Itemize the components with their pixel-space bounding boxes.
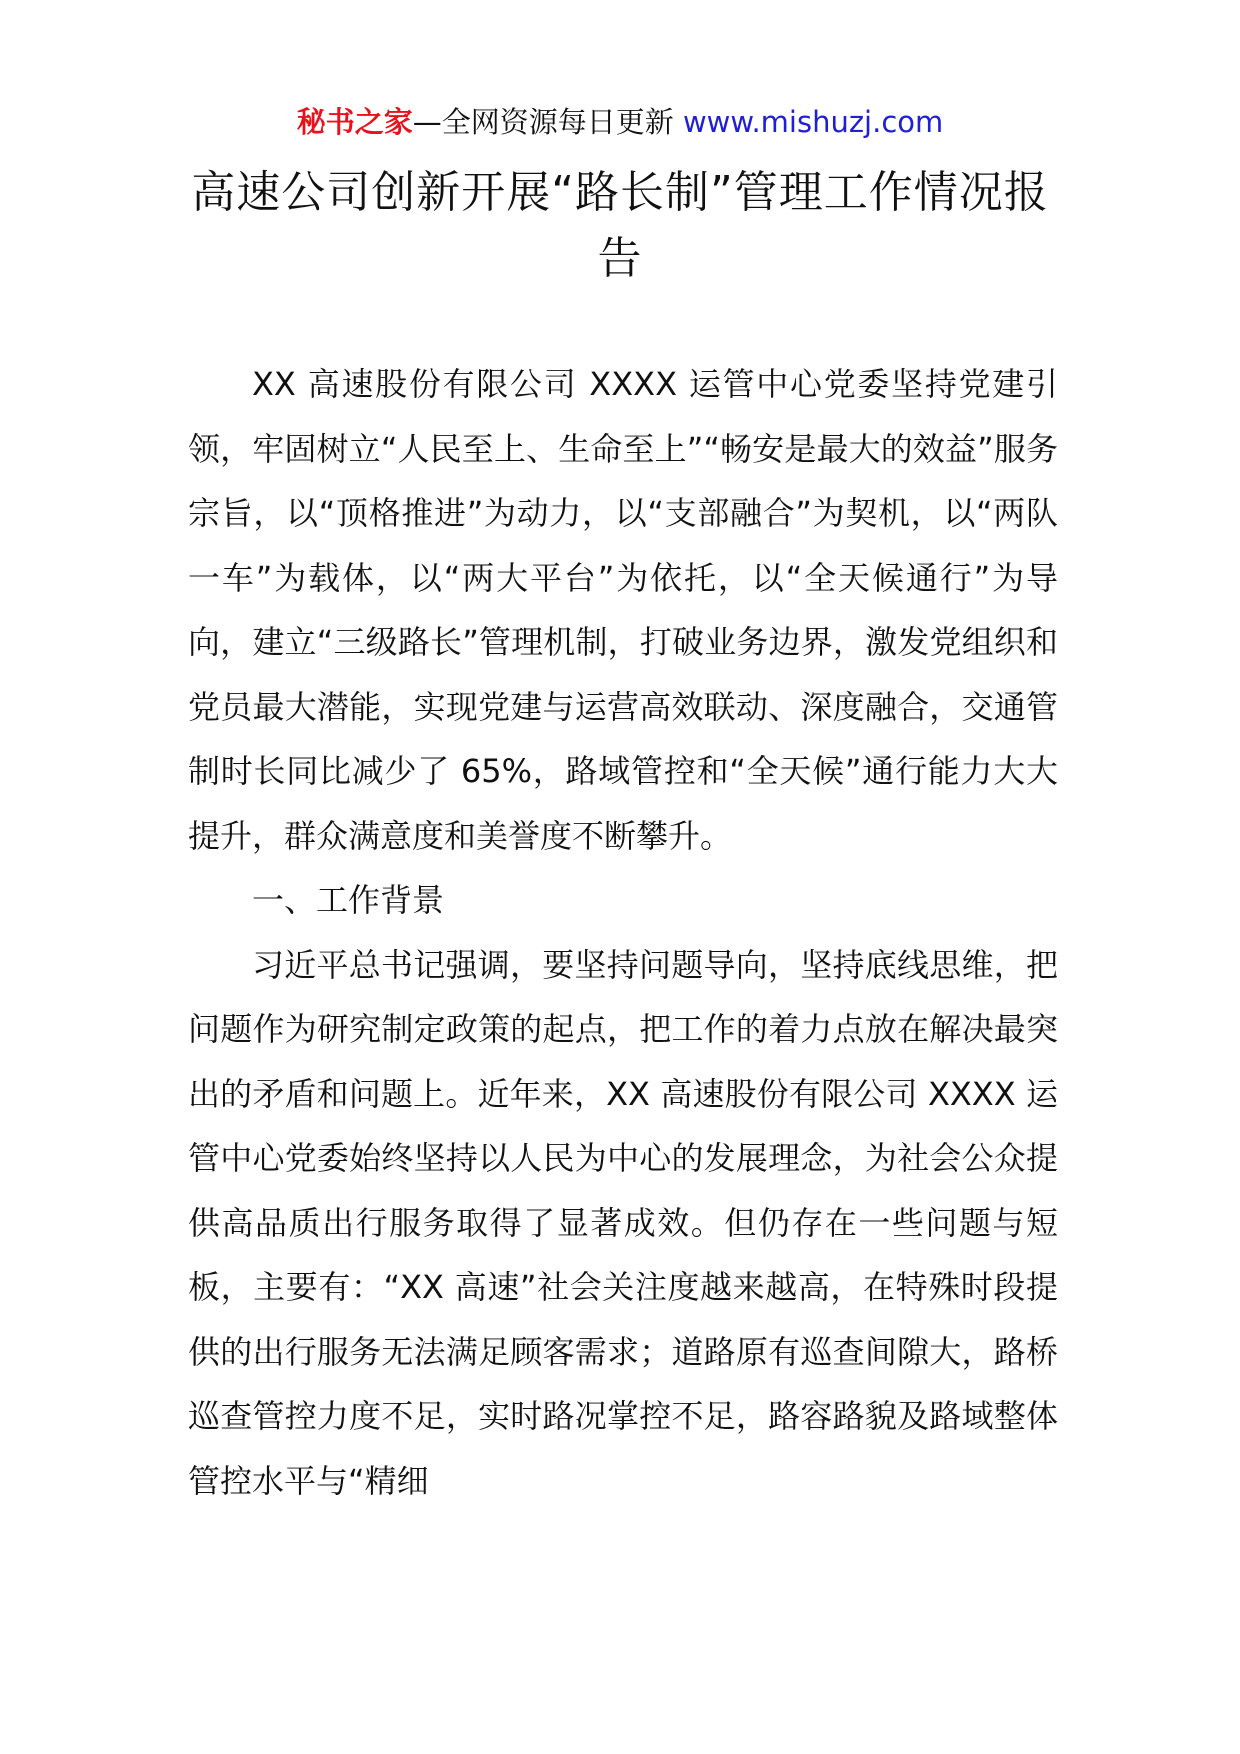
document-body bbox=[188, 352, 1058, 1513]
site-slogan: —全网资源每日更新 bbox=[412, 105, 674, 139]
document-title: 高速公司创新开展“路长制”管理工作情况报告 bbox=[191, 167, 1049, 284]
site-brand: 秘书之家 bbox=[296, 105, 413, 139]
section-paragraph: 习近平总书记强调，要坚持问题导向，坚持底线思维，把问题作为研究制定政策的起点，把工作的着力点放在解决最突出的矛盾和问题上。近年来，XX 高速股份有限公司 XXXX 运管中心党委始终坚持以人民为中心的发展理念，为社会公众提供高品质出行服务取得了显著成效。但仍存在一些问题与短板，主要有：“XX 高速”社会关注度越来越高，在特殊时段提供的出行服务无法满足顾客需求；道路原有巡查间隙大，路桥巡查管控力度不足，实时路况掌控不足，路容路貌及路域整体管控水平与“精细 bbox=[188, 945, 1058, 1500]
site-header bbox=[0, 102, 1240, 142]
intro-paragraph: XX 高速股份有限公司 XXXX 运管中心党委坚持党建引领，牢固树立“人民至上、生命至上”“畅安是最大的效益”服务宗旨，以“顶格推进”为动力，以“支部融合”为契机，以“两队一车”为载体，以“两大平台”为依托，以“全天候通行”为导向，建立“三级路长”管理机制，打破业务边界，激发党组织和党员最大潜能，实现党建与运营高效联动、深度融合，交通管制时长同比减少了 65%，路域管控和“全天候”通行能力大大提升，群众满意度和美誉度不断攀升。 bbox=[188, 365, 1058, 855]
section-heading: 一、工作背景 bbox=[252, 881, 445, 919]
site-url-link[interactable]: www.mishuzj.com bbox=[682, 105, 944, 139]
